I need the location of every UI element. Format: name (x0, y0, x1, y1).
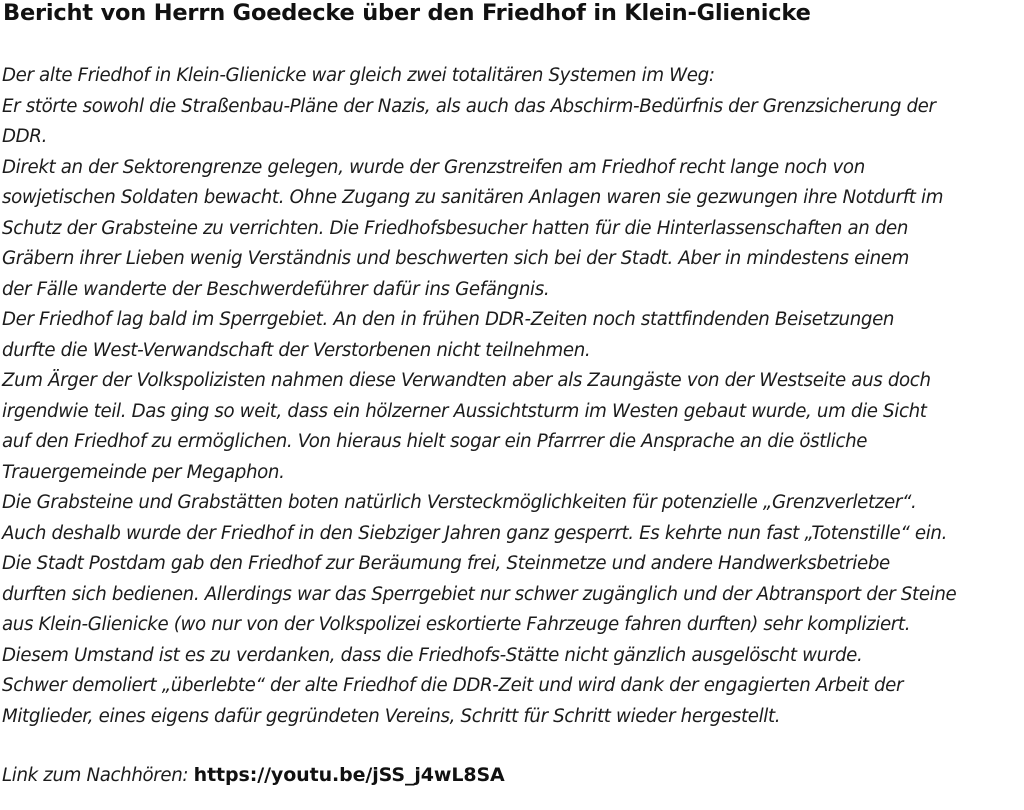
body-line: Er störte sowohl die Straßenbau-Pläne der Nazis, als auch das Abschirm-Bedürfnis der Grenzsicherung der (2, 95, 936, 117)
body-line: Direkt an der Sektorengrenze gelegen, wurde der Grenzstreifen am Friedhof recht lange noch von (2, 156, 865, 178)
body-line: der Fälle wanderte der Beschwerdeführer dafür ins Gefängnis. (2, 278, 550, 300)
page-title: Bericht von Herrn Goedecke über den Friedhof in Klein-Glienicke (3, 0, 811, 26)
body-line: Die Grabsteine und Grabstätten boten natürlich Versteckmöglichkeiten für potenzielle „Grenzverletzer“. (2, 492, 917, 513)
body-line: Auch deshalb wurde der Friedhof in den Siebziger Jahren ganz gesperrt. Es kehrte nun fast „Totenstille“ ein. (2, 522, 948, 544)
body-line: irgendwie teil. Das ging so weit, dass ein hölzerner Aussichtsturm im Westen gebaut wurde, um die Sicht (2, 400, 927, 422)
body-line: durften sich bedienen. Allerdings war das Sperrgebiet nur schwer zugänglich und der Abtransport der Steine (2, 583, 957, 605)
body-line: durfte die West-Verwandschaft der Verstorbenen nicht teilnehmen. (2, 339, 591, 361)
body-line: Diesem Umstand ist es zu verdanken, dass die Friedhofs-Stätte nicht gänzlich ausgelöscht wurde. (2, 644, 863, 666)
body-line: auf den Friedhof zu ermöglichen. Von hieraus hielt sogar ein Pfarrrer die Ansprache an die östliche (2, 431, 868, 452)
body-line: Gräbern ihrer Lieben wenig Verständnis und beschwerten sich bei der Stadt. Aber in mindestens einem (2, 248, 910, 269)
body-line: DDR. (2, 126, 48, 147)
body-line: Der alte Friedhof in Klein-Glienicke war gleich zwei totalitären Systemen im Weg: (2, 65, 715, 86)
youtube-link[interactable]: https://youtu.be/jSS_j4wL8SA (193, 764, 505, 786)
listen-link-row (2, 760, 505, 791)
body-line: sowjetischen Soldaten bewacht. Ohne Zugang zu sanitären Anlagen waren sie gezwungen ihre Notdurft im (2, 187, 944, 208)
body-line: Schutz der Grabsteine zu verrichten. Die Friedhofsbesucher hatten für die Hinterlassenschaften an den (2, 217, 909, 239)
body-line: Die Stadt Postdam gab den Friedhof zur Beräumung frei, Steinmetze und andere Handwerksbetriebe (2, 553, 890, 574)
body-line: aus Klein-Glienicke (wo nur von der Volkspolizei eskortierte Fahrzeuge fahren durften) sehr kompliziert. (2, 614, 911, 635)
report-body (2, 61, 956, 732)
body-line: Schwer demoliert „überlebte“ der alte Friedhof die DDR-Zeit und wird dank der engagierten Arbeit der (2, 675, 904, 696)
body-line: Trauergemeinde per Megaphon. (2, 461, 285, 483)
body-line: Der Friedhof lag bald im Sperrgebiet. An den in frühen DDR-Zeiten noch stattfindenden Beisetzungen (2, 309, 895, 330)
body-line: Mitglieder, eines eigens dafür gegründeten Vereins, Schritt für Schritt wieder hergestellt. (2, 705, 781, 727)
listen-link-label: Link zum Nachhören: (2, 765, 194, 786)
body-line: Zum Ärger der Volkspolizisten nahmen diese Verwandten aber als Zaungäste von der Westseite aus doch (2, 370, 931, 391)
